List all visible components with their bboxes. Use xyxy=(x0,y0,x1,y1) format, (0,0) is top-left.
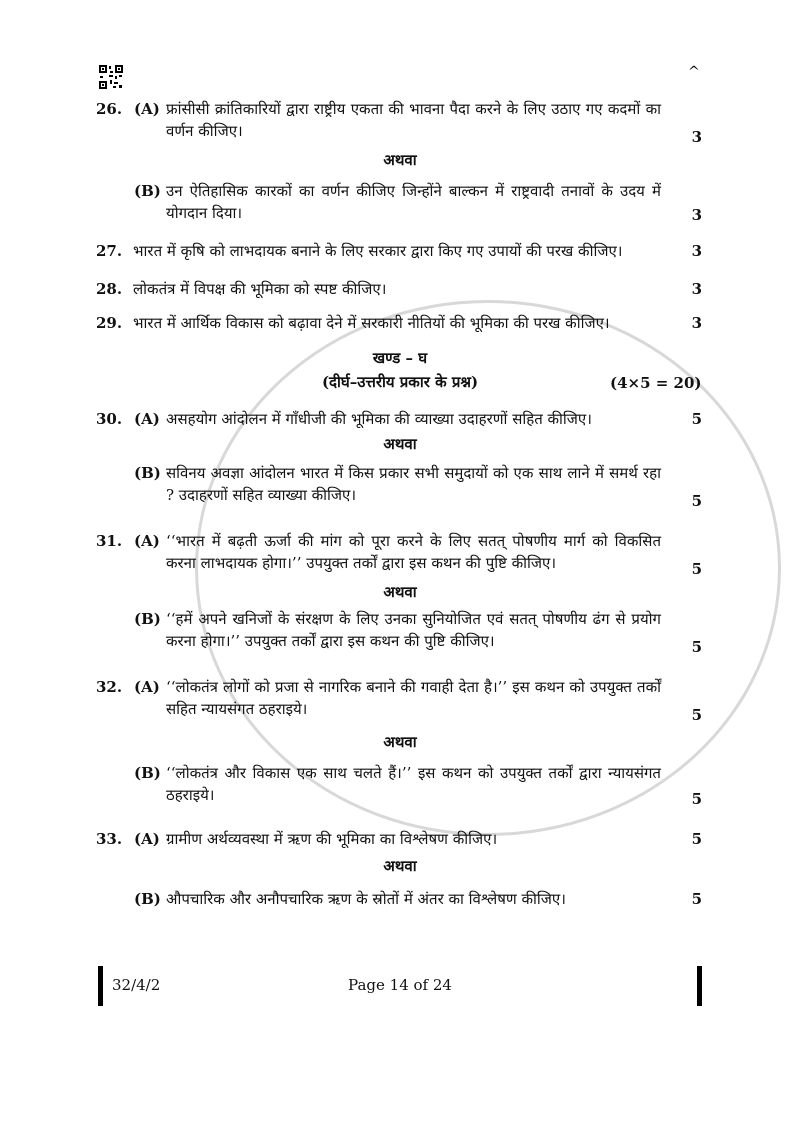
section-subtitle: (दीर्घ–उत्तरीय प्रकार के प्रश्न) xyxy=(321,373,479,391)
or-divider: अथवा xyxy=(383,151,417,169)
option-label: (B) xyxy=(134,610,161,628)
option-label: (A) xyxy=(134,410,160,428)
option-label: (A) xyxy=(134,678,160,696)
or-divider: अथवा xyxy=(383,435,417,453)
question-text: भारत में आर्थिक विकास को बढ़ावा देने में सरकारी नीतियों की भूमिका की परख कीजिए। xyxy=(133,314,610,332)
option-label: (B) xyxy=(134,182,161,200)
option-label: (B) xyxy=(134,764,161,782)
marks: 3 xyxy=(691,242,702,260)
question-text: फ्रांसीसी क्रांतिकारियों द्वारा राष्ट्रीय एकता की भावना पैदा करने के लिए उठाए गए कदमों का वर्णन कीजिए। xyxy=(166,100,661,140)
marks: 3 xyxy=(691,314,702,332)
marks: 3 xyxy=(691,128,702,146)
question-text: ‘‘लोकतंत्र और विकास एक साथ चलते हैं।’’ इस कथन को उपयुक्त तर्कों द्वारा न्यायसंगत ठहराइये। xyxy=(166,764,661,804)
marks: 5 xyxy=(691,638,702,656)
page-number: Page 14 of 24 xyxy=(348,976,452,994)
question-text: असहयोग आंदोलन में गाँधीजी की भूमिका की व्याख्या उदाहरणों सहित कीजिए। xyxy=(166,410,592,428)
question-number: 30. xyxy=(96,410,123,428)
footer-right-bar xyxy=(697,966,702,1006)
question-number: 32. xyxy=(96,678,123,696)
question-number: 26. xyxy=(96,100,123,118)
question-number: 27. xyxy=(96,242,123,260)
question-text: ग्रामीण अर्थव्यवस्था में ऋण की भूमिका का विश्लेषण कीजिए। xyxy=(166,830,498,848)
marks: 5 xyxy=(691,410,702,428)
question-text: सविनय अवज्ञा आंदोलन भारत में किस प्रकार सभी समुदायों को एक साथ लाने में समर्थ रहा ? उदाहरणों सहित व्याख्या कीजिए। xyxy=(166,464,661,504)
question-number: 29. xyxy=(96,314,123,332)
or-divider: अथवा xyxy=(383,733,417,751)
question-text: उन ऐतिहासिक कारकों का वर्णन कीजिए जिन्होंने बाल्कन में राष्ट्रवादी तनावों के उदय में योगदान दिया। xyxy=(166,182,661,222)
paper-code: 32/4/2 xyxy=(112,976,161,994)
question-text: ‘‘हमें अपने खनिजों के संरक्षण के लिए उनका सुनियोजित एवं सतत् पोषणीय ढंग से प्रयोग करना होगा।’’ उपयुक्त तर्कों द्वारा इस कथन की पुष्टि कीजिए। xyxy=(166,610,661,650)
marks: 3 xyxy=(691,280,702,298)
marks: 5 xyxy=(691,492,702,510)
question-text: ‘‘लोकतंत्र लोगों को प्रजा से नागरिक बनाने की गवाही देता है।’’ इस कथन को उपयुक्त तर्कों सहित न्यायसंगत ठहराइये। xyxy=(166,678,661,718)
option-label: (A) xyxy=(134,532,160,550)
or-divider: अथवा xyxy=(383,583,417,601)
marks: 5 xyxy=(691,790,702,808)
or-divider: अथवा xyxy=(383,857,417,875)
caret-mark: ^ xyxy=(688,64,700,80)
section-marks: (4×5 = 20) xyxy=(610,374,702,392)
marks: 5 xyxy=(691,706,702,724)
question-text: भारत में कृषि को लाभदायक बनाने के लिए सरकार द्वारा किए गए उपायों की परख कीजिए। xyxy=(133,242,623,260)
section-title: खण्ड – घ xyxy=(372,349,428,367)
marks: 3 xyxy=(691,206,702,224)
option-label: (A) xyxy=(134,100,160,118)
question-text: औपचारिक और अनौपचारिक ऋण के स्रोतों में अंतर का विश्लेषण कीजिए। xyxy=(166,890,566,908)
marks: 5 xyxy=(691,560,702,578)
question-number: 28. xyxy=(96,280,123,298)
qr-code-icon xyxy=(98,64,124,90)
question-text: ‘‘भारत में बढ़ती ऊर्जा की मांग को पूरा करने के लिए सतत् पोषणीय मार्ग को विकसित करना लाभदायक होगा।’’ उपयुक्त तर्कों द्वारा इस कथन की पुष्टि कीजिए। xyxy=(166,532,661,572)
question-number: 33. xyxy=(96,830,123,848)
question-text: लोकतंत्र में विपक्ष की भूमिका को स्पष्ट कीजिए। xyxy=(133,280,387,298)
marks: 5 xyxy=(691,830,702,848)
option-label: (B) xyxy=(134,890,161,908)
option-label: (A) xyxy=(134,830,160,848)
option-label: (B) xyxy=(134,464,161,482)
question-number: 31. xyxy=(96,532,123,550)
marks: 5 xyxy=(691,890,702,908)
